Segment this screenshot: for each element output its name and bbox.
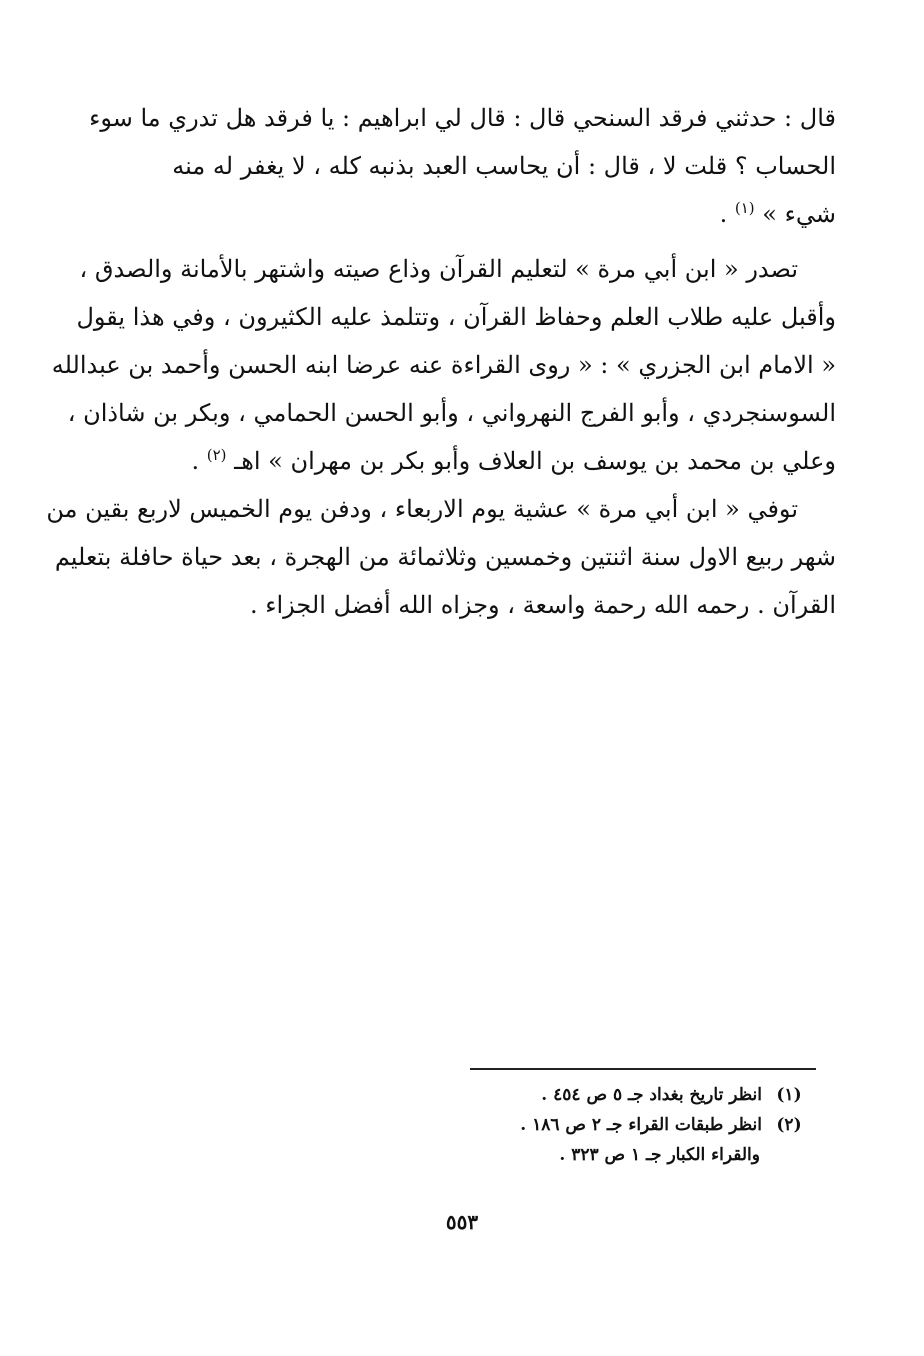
footnotes: [470, 1080, 816, 1170]
footnote-number: (١): [776, 1085, 802, 1105]
text-line: الحساب ؟ قلت لا ، قال : أن يحاسب العبد بذنبه كله ، لا يغفر له منه: [172, 152, 836, 180]
text-line-content: وعلي بن محمد بن يوسف بن العلاف وأبو بكر بن مهران » اهـ: [234, 447, 836, 475]
text-line: [128, 190, 836, 238]
footnote-separator: [470, 1068, 816, 1070]
footnote-reference: (١): [734, 199, 755, 217]
footnote-1: [470, 1080, 816, 1110]
footnote-text: انظر طبقات القراء جـ ٢ ص ١٨٦ .: [520, 1115, 762, 1135]
footnote-2: [470, 1110, 816, 1140]
line-end-mark: .: [191, 447, 200, 475]
text-line-content: شيء »: [762, 200, 836, 228]
page-number: ٥٥٣: [445, 1210, 479, 1234]
footnote-continuation: والقراء الكبار جـ ١ ص ٣٢٣ .: [559, 1145, 760, 1165]
paragraph-3: [46, 485, 836, 629]
footnote-reference: (٢): [206, 446, 227, 464]
text-line: توفي « ابن أبي مرة » عشية يوم الاربعاء ، ودفن يوم الخميس لاربع بقين من: [46, 495, 798, 523]
text-line: قال : حدثني فرقد السنحي قال : قال لي ابراهيم : يا فرقد هل تدري ما سوء: [89, 104, 836, 132]
text-line: وأقبل عليه طلاب العلم وحفاظ القرآن ، وتتلمذ عليه الكثيرون ، وفي هذا يقول: [76, 303, 836, 331]
footnote-number: (٢): [776, 1115, 802, 1135]
line-end-mark: .: [719, 200, 728, 228]
text-line: القرآن . رحمه الله رحمة واسعة ، وجزاه الله أفضل الجزاء .: [249, 591, 836, 619]
paragraph-1: [89, 94, 836, 238]
text-line: [128, 437, 836, 485]
text-line: « الامام ابن الجزري » : « روى القراءة عنه عرضا ابنه الحسن وأحمد بن عبدالله: [51, 351, 836, 379]
text-line: شهر ربيع الاول سنة اثنتين وخمسين وثلاثمائة من الهجرة ، بعد حياة حافلة بتعليم: [54, 543, 836, 571]
paragraph-2: [51, 245, 836, 485]
text-line: تصدر « ابن أبي مرة » لتعليم القرآن وذاع صيته واشتهر بالأمانة والصدق ،: [79, 255, 798, 283]
text-line: السوسنجردي ، وأبو الفرج النهرواني ، وأبو الحسن الحمامي ، وبكر بن شاذان ،: [67, 399, 836, 427]
footnote-text: انظر تاريخ بغداد جـ ٥ ص ٤٥٤ .: [541, 1085, 762, 1105]
